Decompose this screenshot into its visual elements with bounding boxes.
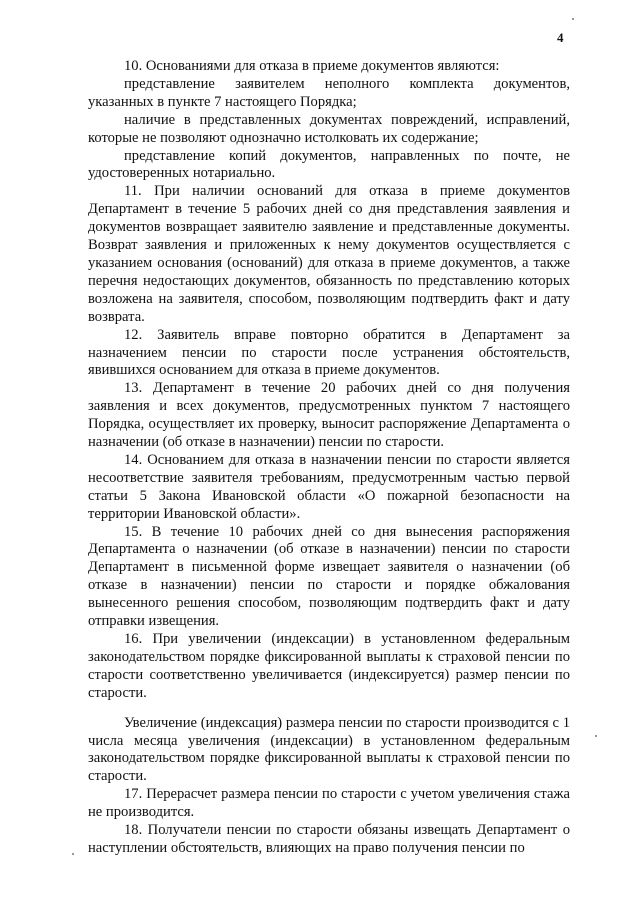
paragraph-11: 11. При наличии оснований для отказа в приеме документов Департамент в течение 5 рабочих дней со дня представления заявления и документов возвращает заявителю заявление и представленные документы. Возврат заявления и приложенных к нему документов осуществляется с указанием основания (оснований) для отказа в приеме документов, а также перечня недостающих документов, обязанность по представлению которых возложена на заявителя, способом, позволяющим подтвердить факт и дату возврата. bbox=[88, 183, 570, 325]
paragraph-16-continuation: Увеличение (индексация) размера пенсии по старости производится с 1 числа месяца увеличения (индексации) в установленном федеральным законодательством порядке фиксированной выплаты к страховой пенсии по старости. bbox=[88, 714, 570, 785]
scan-speck bbox=[72, 853, 74, 855]
document-body bbox=[88, 58, 570, 858]
paragraph-13: 13. Департамент в течение 20 рабочих дней со дня получения заявления и всех документов, предусмотренных пунктом 7 настоящего Порядка, осуществляет их проверку, выносит распоряжение Департамента о назначении (об отказе в назначении) пенсии по старости. bbox=[88, 380, 570, 451]
paragraph-18: 18. Получатели пенсии по старости обязаны извещать Департамент о наступлении обстоятельств, влияющих на право получения пенсии по bbox=[88, 822, 570, 856]
paragraph-10-intro: 10. Основаниями для отказа в приеме документов являются: bbox=[124, 58, 500, 74]
scan-speck bbox=[572, 18, 574, 20]
paragraph-17: 17. Перерасчет размера пенсии по старости с учетом увеличения стажа не производится. bbox=[88, 786, 570, 821]
paragraph-15: 15. В течение 10 рабочих дней со дня вынесения распоряжения Департамента о назначении (об отказе в назначении) пенсии по старости Департамент в письменной форме извещает заявителя о назначении (об отказе в назначении) пенсии по старости и порядке обжалования вынесенного решения способом, позволяющим подтвердить факт и дату отправки извещения. bbox=[88, 523, 570, 630]
paragraph-10-item-3: представление копий документов, направленных по почте, не удостоверенных нотариально. bbox=[88, 147, 570, 182]
paragraph-10-item-2: наличие в представленных документах повреждений, исправлений, которые не позволяют однозначно истолковать их содержание; bbox=[88, 111, 570, 146]
page-number: 4 bbox=[557, 30, 564, 45]
scan-speck bbox=[595, 735, 597, 737]
paragraph-16: 16. При увеличении (индексации) в установленном федеральным законодательством порядке фиксированной выплаты к страховой пенсии по старости соответственно увеличивается (индексируется) размер пенсии по старости. bbox=[88, 631, 570, 701]
paragraph-12: 12. Заявитель вправе повторно обратится в Департамент за назначением пенсии по старости после устранения обстоятельств, явившихся основанием для отказа в приеме документов. bbox=[88, 326, 570, 379]
paragraph-14: 14. Основанием для отказа в назначении пенсии по старости является несоответствие заявителя требованиям, предусмотренным частью первой статьи 5 Закона Ивановской области «О пожарной безопасности на территории Ивановской области». bbox=[88, 451, 570, 522]
paragraph-10-item-1: представление заявителем неполного комплекта документов, указанных в пункте 7 настоящего Порядка; bbox=[88, 75, 570, 110]
